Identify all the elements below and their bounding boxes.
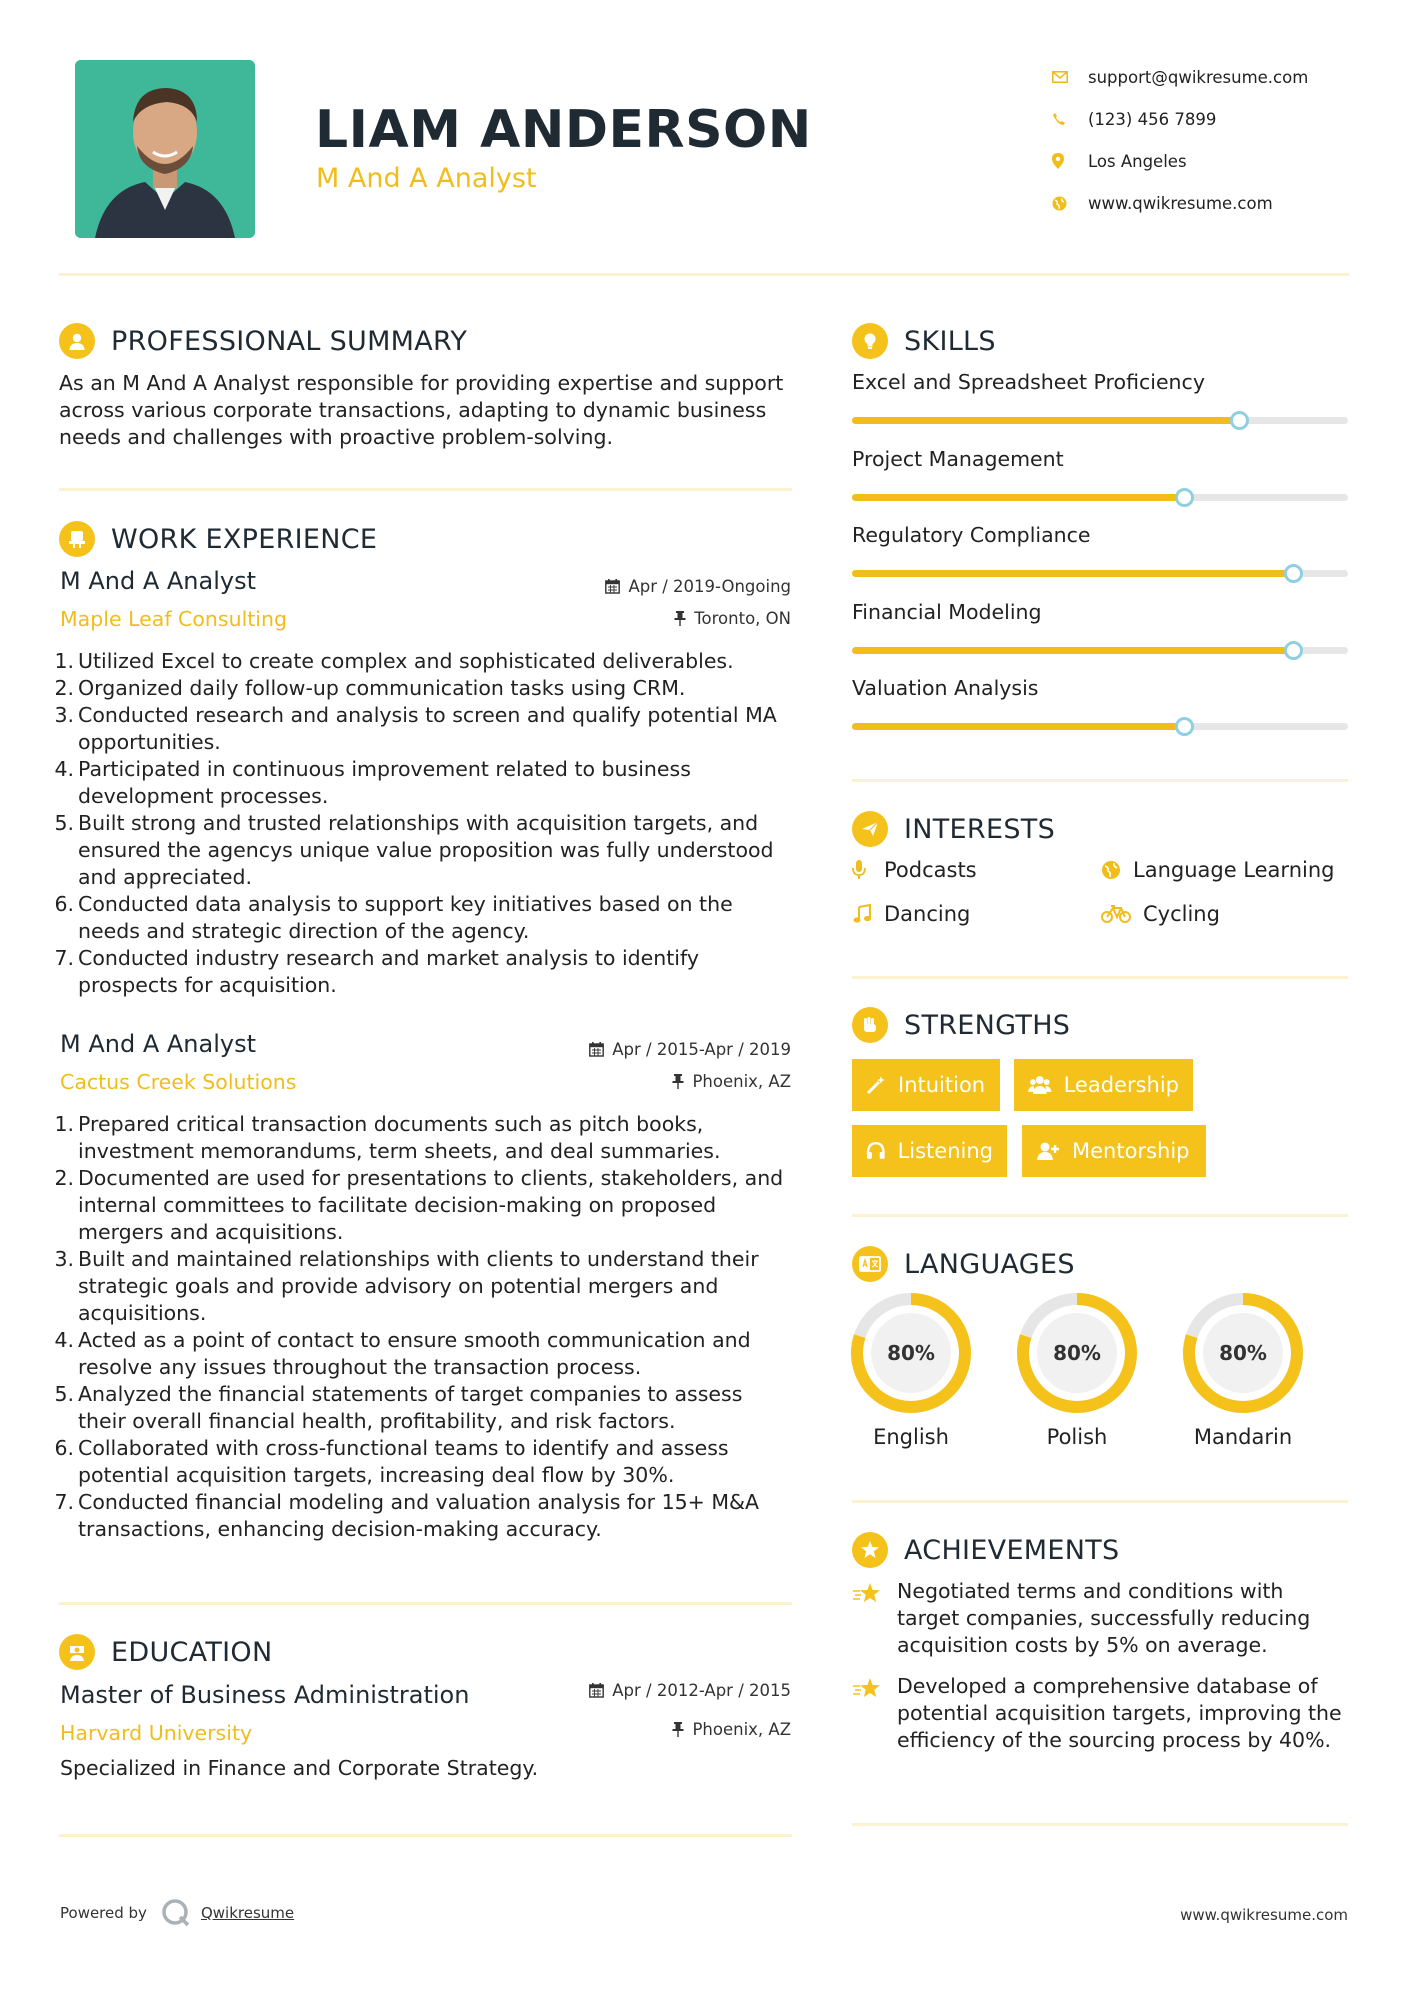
- contact-list: [1048, 56, 1378, 224]
- education-location: Phoenix, AZ: [560, 1720, 791, 1739]
- language-item: [1181, 1291, 1305, 1449]
- pushpin-icon: [672, 1074, 684, 1089]
- education-dates: Apr / 2012-Apr / 2015: [540, 1681, 791, 1700]
- skill-bar-handle: [1175, 717, 1194, 736]
- footer-website[interactable]: www.qwikresume.com: [1180, 1906, 1348, 1924]
- magic-wand-icon: [866, 1075, 886, 1095]
- contact-website[interactable]: www.qwikresume.com: [1048, 182, 1378, 224]
- calendar-icon: [589, 1683, 604, 1698]
- trophy-icon: [852, 1532, 888, 1568]
- interests-divider: [852, 976, 1348, 979]
- briefcase-icon: [59, 521, 95, 557]
- strengths-divider: [852, 1214, 1348, 1217]
- list-item: 5. Built strong and trusted relationships with acquisition targets, and ensured the agencys unique value proposition was fully understood and appreciated.: [54, 811, 774, 889]
- skill-item: [852, 370, 1348, 430]
- strength-badge: Leadership: [1014, 1059, 1193, 1111]
- envelope-icon: [1048, 71, 1088, 83]
- job-company: Cactus Creek Solutions: [60, 1070, 297, 1094]
- degree-title: Master of Business Administration: [60, 1681, 470, 1709]
- star-icon: [852, 1578, 897, 1659]
- user-plus-icon: [1036, 1141, 1060, 1161]
- globe-icon: [1101, 860, 1131, 880]
- microphone-icon: [852, 860, 882, 880]
- bicycle-icon: [1101, 904, 1131, 924]
- strength-badge: Intuition: [852, 1059, 1000, 1111]
- language-icon: [852, 1246, 888, 1282]
- education-heading: EDUCATION: [59, 1634, 272, 1670]
- skill-bar-fill: [852, 417, 1239, 424]
- language-ring: [849, 1291, 973, 1415]
- skill-bar-handle: [1284, 564, 1303, 583]
- skill-bar-handle: [1230, 411, 1249, 430]
- candidate-name: LIAM ANDERSON: [315, 100, 812, 160]
- education-divider: [59, 1834, 792, 1837]
- map-pin-icon: [1048, 153, 1088, 169]
- job-company: Maple Leaf Consulting: [60, 607, 288, 631]
- school-name: Harvard University: [60, 1721, 253, 1745]
- interest-item: Dancing: [852, 902, 970, 926]
- language-percent: 80%: [1219, 1341, 1267, 1365]
- qwikresume-link[interactable]: Qwikresume: [200, 1904, 295, 1922]
- job-responsibilities: [50, 1111, 795, 1543]
- skill-bar: [852, 647, 1348, 654]
- skill-label: Financial Modeling: [852, 600, 1042, 624]
- experience-heading: WORK EXPERIENCE: [59, 521, 377, 557]
- skill-bar-fill: [852, 647, 1293, 654]
- profile-photo: [75, 60, 255, 238]
- calendar-icon: [589, 1042, 604, 1057]
- experience-divider: [59, 1602, 792, 1605]
- list-item: 1. Utilized Excel to create complex and sophisticated deliverables.: [54, 649, 734, 673]
- strengths-heading: STRENGTHS: [852, 1007, 1070, 1043]
- job-title: M And A Analyst: [60, 567, 256, 595]
- skill-bar: [852, 570, 1348, 577]
- skill-item: [852, 676, 1348, 736]
- list-item: 4. Participated in continuous improvement related to business development processes.: [54, 757, 691, 808]
- job-title: M And A Analyst: [60, 1030, 256, 1058]
- paper-plane-icon: [852, 811, 888, 847]
- contact-location: Los Angeles: [1048, 140, 1378, 182]
- language-name: Mandarin: [1193, 1425, 1293, 1449]
- achievement-item: Negotiated terms and conditions with target companies, successfully reducing acquisition costs by 5% on average.: [852, 1578, 1352, 1659]
- skill-bar-handle: [1175, 488, 1194, 507]
- globe-icon: [1048, 196, 1088, 211]
- skill-bar-fill: [852, 723, 1184, 730]
- languages-heading: LANGUAGES: [852, 1246, 1075, 1282]
- achievement-item: Developed a comprehensive database of potential acquisition targets, improving the efficiency of the sourcing process by 40%.: [852, 1673, 1352, 1754]
- languages-divider: [852, 1500, 1348, 1503]
- star-icon: [852, 1673, 897, 1754]
- interests-heading: INTERESTS: [852, 811, 1055, 847]
- interest-item: Language Learning: [1101, 858, 1334, 882]
- lightbulb-icon: [852, 323, 888, 359]
- users-icon: [1028, 1075, 1052, 1095]
- skill-label: Excel and Spreadsheet Proficiency: [852, 370, 1205, 394]
- strength-badge: Listening: [852, 1125, 1007, 1177]
- pushpin-icon: [672, 1722, 684, 1737]
- footer-powered-by: Powered by Qwikresume: [60, 1898, 294, 1928]
- graduate-icon: [59, 1634, 95, 1670]
- job-dates: Apr / 2019-Ongoing: [560, 577, 791, 596]
- calendar-icon: [605, 579, 620, 594]
- language-ring: [1181, 1291, 1305, 1415]
- candidate-title: M And A Analyst: [316, 163, 537, 194]
- job-dates: Apr / 2015-Apr / 2019: [540, 1040, 791, 1059]
- header-divider: [59, 273, 1349, 276]
- skill-label: Project Management: [852, 447, 1064, 471]
- list-item: 3. Conducted research and analysis to screen and qualify potential MA opportunities.: [54, 703, 777, 754]
- language-name: Polish: [1046, 1425, 1108, 1449]
- language-percent: 80%: [887, 1341, 935, 1365]
- list-item: 1. Prepared critical transaction documents such as pitch books, investment memorandums, term sheets, and deal summaries.: [54, 1112, 721, 1163]
- phone-icon: [1048, 112, 1088, 126]
- job-location: Toronto, ON: [560, 609, 791, 628]
- language-percent: 80%: [1053, 1341, 1101, 1365]
- skills-heading: SKILLS: [852, 323, 996, 359]
- summary-heading: PROFESSIONAL SUMMARY: [59, 323, 467, 359]
- job-location: Phoenix, AZ: [560, 1072, 791, 1091]
- headphones-icon: [866, 1141, 886, 1161]
- list-item: 6. Collaborated with cross-functional teams to identify and assess potential acquisition targets, increasing deal flow by 30%.: [54, 1436, 729, 1487]
- skill-label: Regulatory Compliance: [852, 523, 1091, 547]
- skill-bar: [852, 494, 1348, 501]
- skill-item: [852, 600, 1348, 660]
- list-item: 6. Conducted data analysis to support key initiatives based on the needs and strategic direction of the agency.: [54, 892, 733, 943]
- list-item: 4. Acted as a point of contact to ensure smooth communication and resolve any issues throughout the transaction process.: [54, 1328, 751, 1379]
- qwikresume-logo-icon: [161, 1898, 191, 1928]
- skill-bar-handle: [1284, 641, 1303, 660]
- skill-bar-fill: [852, 494, 1184, 501]
- music-note-icon: [852, 904, 882, 924]
- list-item: 5. Analyzed the financial statements of target companies to assess their overall financial health, profitability, and risk factors.: [54, 1382, 743, 1433]
- interest-item: Podcasts: [852, 858, 977, 882]
- skill-label: Valuation Analysis: [852, 676, 1039, 700]
- user-icon: [59, 323, 95, 359]
- skill-item: [852, 523, 1348, 583]
- language-ring: [1015, 1291, 1139, 1415]
- language-item: [1015, 1291, 1139, 1449]
- job-responsibilities: [50, 648, 795, 999]
- language-name: English: [873, 1425, 949, 1449]
- summary-text: As an M And A Analyst responsible for providing expertise and support across various corporate transactions, adapting to dynamic business needs and challenges with proactive problem-solving.: [59, 371, 784, 449]
- skill-bar-fill: [852, 570, 1293, 577]
- achievements-heading: ACHIEVEMENTS: [852, 1532, 1120, 1568]
- skills-divider: [852, 779, 1348, 782]
- fist-icon: [852, 1007, 888, 1043]
- skill-item: [852, 447, 1348, 507]
- list-item: 3. Built and maintained relationships with clients to understand their strategic goals and provide advisory on potential mergers and acquisitions.: [54, 1247, 759, 1325]
- summary-divider: [59, 488, 792, 491]
- language-item: [849, 1291, 973, 1449]
- skill-bar: [852, 723, 1348, 730]
- education-description: Specialized in Finance and Corporate Strategy.: [60, 1756, 539, 1780]
- interest-item: Cycling: [1101, 902, 1220, 926]
- list-item: 7. Conducted industry research and market analysis to identify prospects for acquisition.: [54, 946, 699, 997]
- contact-phone[interactable]: (123) 456 7899: [1048, 98, 1378, 140]
- contact-email[interactable]: support@qwikresume.com: [1048, 56, 1378, 98]
- list-item: 2. Organized daily follow-up communication tasks using CRM.: [54, 676, 686, 700]
- pushpin-icon: [674, 611, 686, 626]
- skill-bar: [852, 417, 1348, 424]
- strength-badge: Mentorship: [1022, 1125, 1206, 1177]
- list-item: 7. Conducted financial modeling and valuation analysis for 15+ M&A transactions, enhancing decision-making accuracy.: [54, 1490, 760, 1541]
- list-item: 2. Documented are used for presentations to clients, stakeholders, and internal committees to facilitate decision-making on proposed mergers and acquisitions.: [54, 1166, 784, 1244]
- achievements-divider: [852, 1823, 1348, 1826]
